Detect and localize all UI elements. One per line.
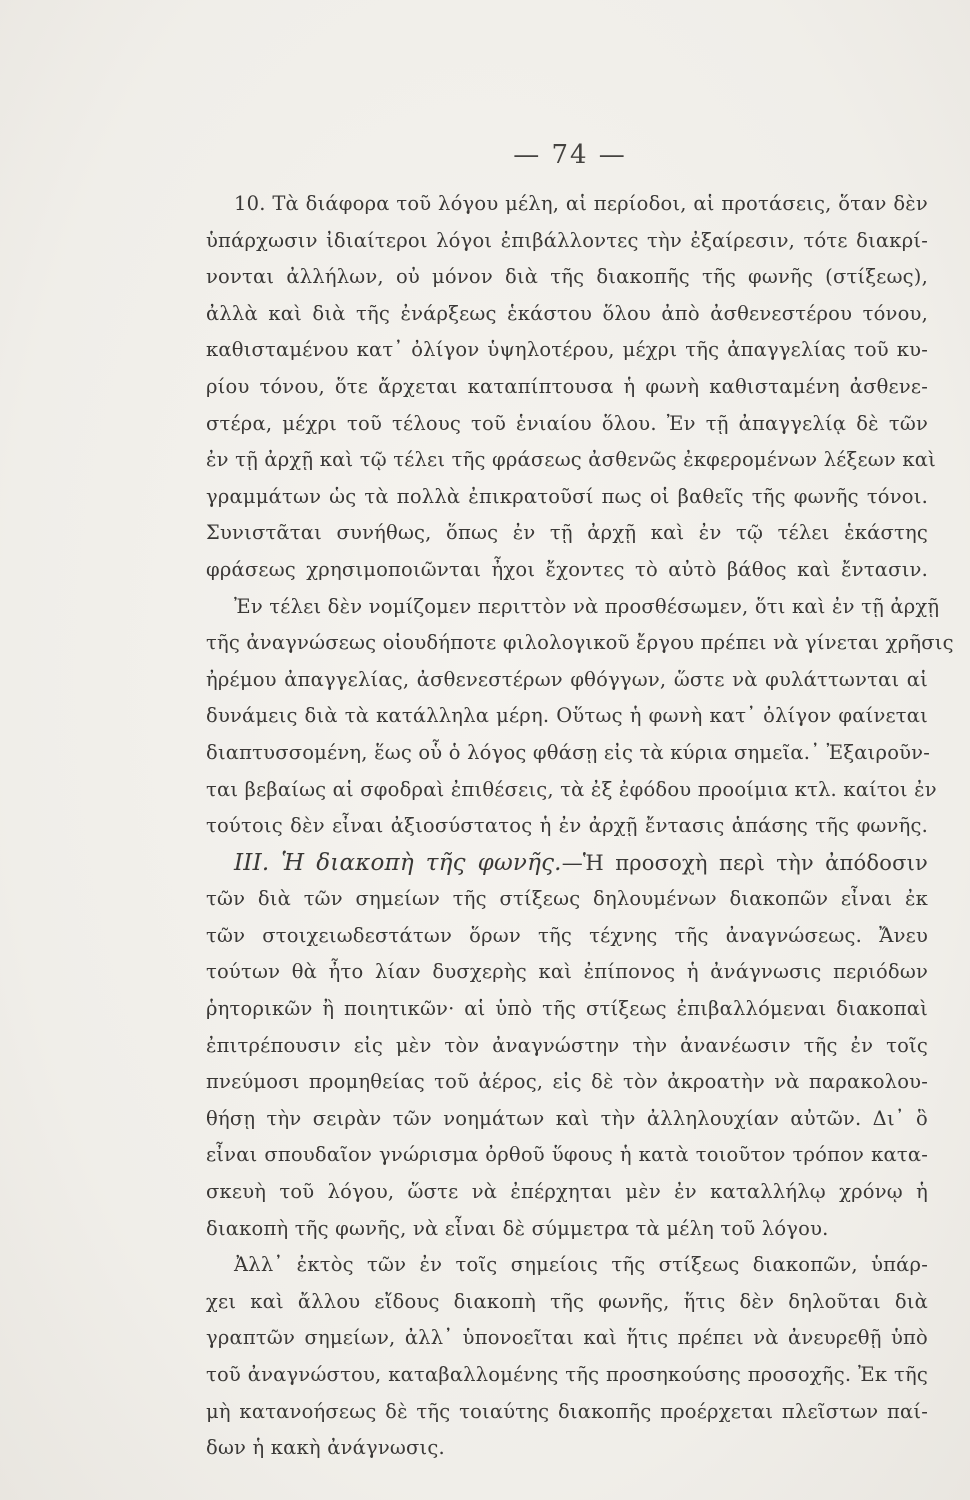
text-line: ἐν τῇ ἀρχῇ καὶ τῷ τέλει τῆς φράσεως ἀσθενῶς ἐκφερομένων λέξεων καὶ [206,448,936,472]
page-number: — 74 — [513,140,627,170]
text-line: τούτοις δὲν εἶναι ἀξιοσύστατος ἡ ἐν ἀρχῇ ἔντασις ἁπάσης τῆς φωνῆς. [206,814,928,838]
text-line: διακοπὴ τῆς φωνῆς, νὰ εἶναι δὲ σύμμετρα τὰ μέλη τοῦ λόγου. [206,1216,829,1240]
text-line: τῶν διὰ τῶν σημείων τῆς στίξεως δηλουμένων διακοπῶν εἶναι ἐκ [206,887,928,911]
text-line: ἀλλὰ καὶ διὰ τῆς ἐνάρξεως ἑκάστου ὅλου ἀπὸ ἀσθενεστέρου τόνου, [206,301,928,325]
text-line: ται βεβαίως αἱ σφοδραὶ ἐπιθέσεις, τὰ ἐξ ἐφόδου προοίμια κτλ. καίτοι ἐν [206,777,937,801]
text-line: φράσεως χρησιμοποιῶνται ἦχοι ἔχοντες τὸ αὐτὸ βάθος καὶ ἔντασιν. [206,557,928,581]
text-line: ῥητορικῶν ἢ ποιητικῶν· αἱ ὑπὸ τῆς στίξεως ἐπιβαλλόμεναι διακοπαὶ [206,997,928,1021]
text-line: νονται ἀλλήλων, οὐ μόνον διὰ τῆς διακοπῆς τῆς φωνῆς (στίξεως), [206,265,928,289]
text-line: τῶν στοιχειωδεστάτων ὅρων τῆς τέχνης τῆς ἀναγνώσεως. Ἄνευ [206,923,928,947]
text-line: σκευὴ τοῦ λόγου, ὥστε νὰ ἐπέρχηται μὲν ἐν καταλλήλῳ χρόνῳ ἡ [206,1180,928,1204]
section-heading: III. Ἡ διακοπὴ τῆς φωνῆς. [234,849,562,876]
text-line: θήσῃ τὴν σειρὰν τῶν νοημάτων καὶ τὴν ἀλληλουχίαν αὐτῶν. Δι᾽ ὃ [206,1106,928,1130]
text-line: καθισταμένου κατ᾽ ὀλίγον ὑψηλοτέρου, μέχρι τῆς ἀπαγγελίας τοῦ κυ- [206,338,928,362]
text-line: στέρα, μέχρι τοῦ τέλους τοῦ ἑνιαίου ὅλου. Ἐν τῇ ἀπαγγελίᾳ δὲ τῶν [206,411,928,435]
text-line: ἐπιτρέπουσιν εἰς μὲν τὸν ἀναγνώστην τὴν ἀνανέωσιν τῆς ἐν τοῖς [206,1033,928,1057]
text-line: χει καὶ ἄλλου εἴδους διακοπὴ τῆς φωνῆς, ἥτις δὲν δηλοῦται διὰ [206,1289,928,1313]
text-line: τούτων θὰ ἦτο λίαν δυσχερὴς καὶ ἐπίπονος ἡ ἀνάγνωσις περιόδων [206,960,928,984]
text-line: τῆς ἀναγνώσεως οἱουδήποτε φιλολογικοῦ ἔργου πρέπει νὰ γίνεται χρῆσις [206,631,954,655]
text-line: πνεύμοσι προμηθείας τοῦ ἀέρος, εἰς δὲ τὸν ἀκροατὴν νὰ παρακολου- [206,1070,928,1094]
text-line: Συνιστᾶται συνήθως, ὅπως ἐν τῇ ἀρχῇ καὶ ἐν τῷ τέλει ἑκάστης [206,521,928,545]
text-line: μὴ κατανοήσεως δὲ τῆς τοιαύτης διακοπῆς προέρχεται πλεῖστων παί- [206,1399,928,1423]
text-line: Ἐν τέλει δὲν νομίζομεν περιττὸν νὰ προσθέσωμεν, ὅτι καὶ ἐν τῇ ἀρχῇ [234,594,940,618]
text-line: εἶναι σπουδαῖον γνώρισμα ὀρθοῦ ὕφους ἡ κατὰ τοιοῦτον τρόπον κατα- [206,1143,928,1167]
text-line: δων ἡ κακὴ ἀνάγνωσις. [206,1436,445,1460]
text-line: τοῦ ἀναγνώστου, καταβαλλομένης τῆς προσηκούσης προσοχῆς. Ἐκ τῆς [206,1363,928,1386]
text-line: ἠρέμου ἀπαγγελίας, ἀσθενεστέρων φθόγγων, ὥστε νὰ φυλάττωνται αἱ [206,667,928,691]
text-line: γραμμάτων ὡς τὰ πολλὰ ἐπικρατοῦσί πως οἱ βαθεῖς τῆς φωνῆς τόνοι. [206,484,928,508]
text-line: 10. Τὰ διάφορα τοῦ λόγου μέλη, αἱ περίοδοι, αἱ προτάσεις, ὅταν δὲν [234,192,928,215]
body-text [206,186,954,1467]
text-line: δυνάμεις διὰ τὰ κατάλληλα μέρη. Οὕτως ἡ φωνὴ κατ᾽ ὀλίγον φαίνεται [206,704,928,728]
text-line: Ἀλλ᾽ ἐκτὸς τῶν ἐν τοῖς σημείοις τῆς στίξεως διακοπῶν, ὑπάρ- [234,1253,928,1277]
text-line: ὑπάρχωσιν ἰδιαίτεροι λόγοι ἐπιβάλλοντες τὴν ἐξαίρεσιν, τότε διακρί- [206,228,928,252]
text-line: γραπτῶν σημείων, ἀλλ᾽ ὑπονοεῖται καὶ ἥτις πρέπει νὰ ἀνευρεθῇ ὑπὸ [206,1326,928,1350]
section-heading-line [206,845,928,882]
section-heading-continuation: —Ἡ προσοχὴ περὶ τὴν ἀπόδοσιν [561,850,928,875]
text-line: ρίου τόνου, ὅτε ἄρχεται καταπίπτουσα ἡ φωνὴ καθισταμένη ἀσθενε- [206,374,928,398]
text-line: διαπτυσσομένη, ἕως οὗ ὁ λόγος φθάσῃ εἰς τὰ κύρια σημεῖα.᾽ Ἐξαιροῦν- [206,740,931,764]
